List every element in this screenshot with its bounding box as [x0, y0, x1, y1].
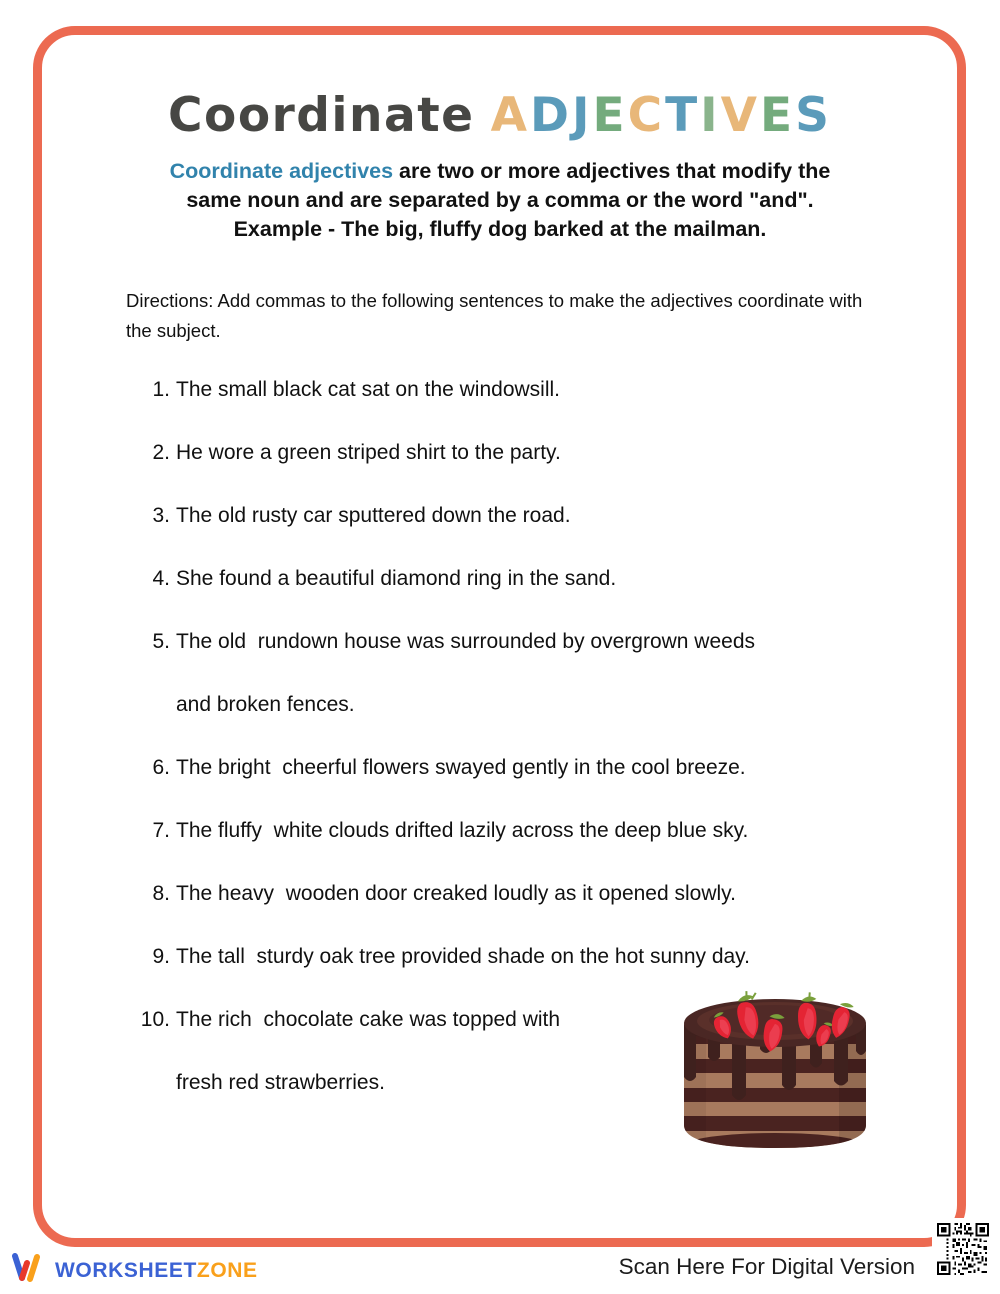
question-text: The small black cat sat on the windowsill.: [176, 378, 560, 401]
definition-term: Coordinate adjectives: [169, 159, 394, 183]
question-text: The fluffy white clouds drifted lazily across the deep blue sky.: [176, 819, 749, 842]
definition-line2: same noun and are separated by a comma or the word "and".: [186, 188, 814, 212]
title-letter-4: C: [627, 88, 666, 143]
chocolate-cake-illustration: [664, 985, 886, 1153]
question-continuation-text: fresh red strawberries.: [176, 1071, 385, 1094]
question-text-continuation: [128, 693, 918, 756]
question-number: 10.: [140, 1008, 170, 1031]
question-text: She found a beautiful diamond ring in the sand.: [176, 567, 617, 590]
logo-text-zone: ZONE: [196, 1258, 258, 1282]
question-item: [128, 756, 918, 819]
question-item: [128, 378, 918, 441]
question-continuation-text: and broken fences.: [176, 693, 355, 716]
question-text: The heavy wooden door creaked loudly as it opened slowly.: [176, 882, 736, 905]
worksheet-zone-logo-icon: [12, 1253, 46, 1288]
worksheet-zone-logo: [12, 1253, 258, 1288]
logo-text-worksheet: WORKSHEET: [55, 1258, 197, 1282]
question-number: 7.: [152, 819, 170, 842]
title-letter-1: D: [529, 88, 572, 143]
question-item: [128, 630, 918, 693]
definition-line1: are two or more adjectives that modify the: [393, 159, 831, 183]
page-title: [0, 88, 1000, 143]
question-item: [128, 819, 918, 882]
title-letter-9: S: [795, 88, 832, 143]
question-number: 1.: [152, 378, 170, 401]
question-text: He wore a green striped shirt to the party.: [176, 441, 561, 464]
question-number: 6.: [152, 756, 170, 779]
title-letter-0: A: [490, 88, 530, 143]
title-letter-5: T: [665, 88, 701, 143]
question-number: 8.: [152, 882, 170, 905]
question-number: 2.: [152, 441, 170, 464]
question-text: The old rusty car sputtered down the road.: [176, 504, 571, 527]
directions-text: Directions: Add commas to the following sentences to make the adjectives coordinate with the subject.: [126, 290, 863, 341]
definition-line3: Example - The big, fluffy dog barked at the mailman.: [233, 217, 767, 241]
question-text: The tall sturdy oak tree provided shade on the hot sunny day.: [176, 945, 750, 968]
question-item: [128, 441, 918, 504]
question-item: [128, 567, 918, 630]
question-number: 5.: [152, 630, 170, 653]
title-letter-2: J: [571, 88, 593, 143]
question-text: The rich chocolate cake was topped with: [176, 1008, 561, 1031]
page-title-primary: Coordinate: [168, 88, 475, 143]
title-letter-8: E: [760, 88, 796, 143]
question-text: The bright cheerful flowers swayed gently in the cool breeze.: [176, 756, 746, 779]
page-title-secondary: [491, 88, 832, 143]
question-item: [128, 504, 918, 567]
qr-code[interactable]: [932, 1218, 994, 1280]
scan-here-label: Scan Here For Digital Version: [618, 1254, 915, 1279]
title-letter-6: I: [700, 88, 721, 143]
question-text: The old rundown house was surrounded by overgrown weeds: [176, 630, 756, 653]
title-letter-7: V: [720, 88, 760, 143]
question-number: 3.: [152, 504, 170, 527]
definition-paragraph: [120, 157, 880, 244]
title-letter-3: E: [592, 88, 628, 143]
question-number: 4.: [152, 567, 170, 590]
question-number: 9.: [152, 945, 170, 968]
question-item: [128, 882, 918, 945]
